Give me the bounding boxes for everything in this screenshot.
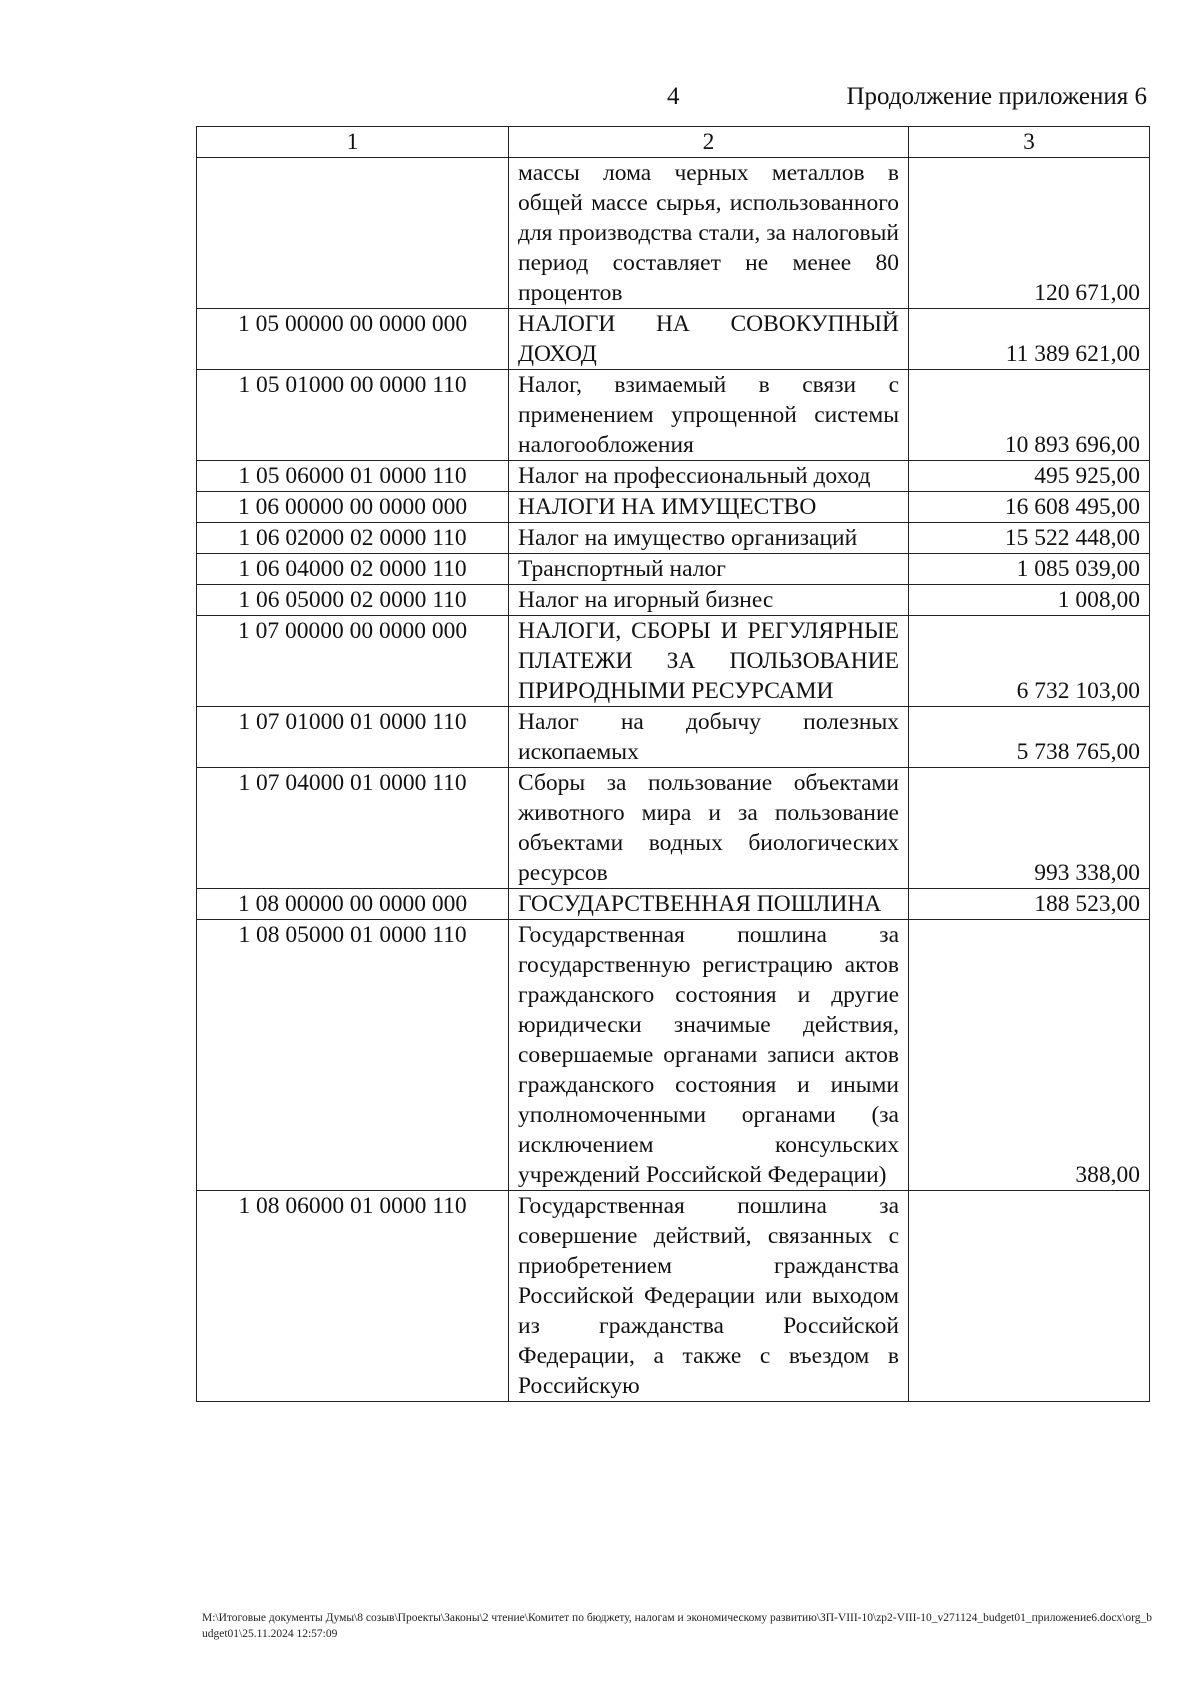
table-row <box>197 1191 1150 1402</box>
item-name: Транспортный налог <box>509 554 909 585</box>
item-name: Налог на игорный бизнес <box>509 585 909 616</box>
item-name: Сборы за пользование объектами животного мира и за пользование объектами водных биологических ресурсов <box>509 768 909 889</box>
table-row <box>197 889 1150 920</box>
item-name: ГОСУДАРСТВЕННАЯ ПОШЛИНА <box>509 889 909 920</box>
item-name: массы лома черных металлов в общей массе сырья, использованного для производства стали, за налоговый период составляет не менее 80 процентов <box>509 158 909 309</box>
column-number-1: 1 <box>197 127 509 158</box>
budget-table <box>196 126 1150 1402</box>
item-amount: 1 085 039,00 <box>909 554 1150 585</box>
column-number-row <box>197 127 1150 158</box>
column-number-3: 3 <box>909 127 1150 158</box>
item-name: Государственная пошлина за совершение действий, связанных с приобретением гражданства Российской Федерации или выходом из гражданства Российской Федерации, а также с въездом в Российскую <box>509 1191 909 1402</box>
item-name: Налог на профессиональный доход <box>509 461 909 492</box>
table-row <box>197 461 1150 492</box>
item-amount: 993 338,00 <box>909 768 1150 889</box>
table-row <box>197 707 1150 768</box>
budget-code: 1 07 00000 00 0000 000 <box>197 616 509 707</box>
budget-code: 1 06 05000 02 0000 110 <box>197 585 509 616</box>
budget-code: 1 07 01000 01 0000 110 <box>197 707 509 768</box>
item-amount: 188 523,00 <box>909 889 1150 920</box>
item-name: НАЛОГИ, СБОРЫ И РЕГУЛЯРНЫЕ ПЛАТЕЖИ ЗА ПОЛЬЗОВАНИЕ ПРИРОДНЫМИ РЕСУРСАМИ <box>509 616 909 707</box>
item-amount <box>909 1191 1150 1402</box>
item-amount: 388,00 <box>909 920 1150 1191</box>
budget-code: 1 06 04000 02 0000 110 <box>197 554 509 585</box>
budget-code: 1 06 02000 02 0000 110 <box>197 523 509 554</box>
table-row <box>197 158 1150 309</box>
item-amount: 10 893 696,00 <box>909 370 1150 461</box>
item-amount: 16 608 495,00 <box>909 492 1150 523</box>
table-row <box>197 523 1150 554</box>
item-name: Государственная пошлина за государственную регистрацию актов гражданского состояния и другие юридически значимые действия, совершаемые органами записи актов гражданского состояния и иными уполномоченными органами (за исключением консульских учреждений Российской Федерации) <box>509 920 909 1191</box>
table-row <box>197 920 1150 1191</box>
item-name: НАЛОГИ НА СОВОКУПНЫЙ ДОХОД <box>509 309 909 370</box>
item-name: Налог на добычу полезных ископаемых <box>509 707 909 768</box>
item-name: Налог, взимаемый в связи с применением упрощенной системы налогообложения <box>509 370 909 461</box>
continuation-title: Продолжение приложения 6 <box>846 83 1147 110</box>
table-row <box>197 585 1150 616</box>
item-name: Налог на имущество организаций <box>509 523 909 554</box>
table-row <box>197 370 1150 461</box>
column-number-2: 2 <box>509 127 909 158</box>
table-row <box>197 554 1150 585</box>
budget-code: 1 05 01000 00 0000 110 <box>197 370 509 461</box>
item-amount: 5 738 765,00 <box>909 707 1150 768</box>
item-amount: 11 389 621,00 <box>909 309 1150 370</box>
budget-code: 1 08 05000 01 0000 110 <box>197 920 509 1191</box>
document-path-footer: M:\Итоговые документы Думы\8 созыв\Проекты\Законы\2 чтение\Комитет по бюджету, налогам и экономическому развитию\ЗП-VIII-10\zp2-VIII-10_v271124_budget01_приложение6.docx\org_budget01\25.11.2024 12:57:09 <box>202 1612 1152 1640</box>
item-name: НАЛОГИ НА ИМУЩЕСТВО <box>509 492 909 523</box>
budget-code: 1 05 00000 00 0000 000 <box>197 309 509 370</box>
item-amount: 15 522 448,00 <box>909 523 1150 554</box>
budget-code: 1 08 00000 00 0000 000 <box>197 889 509 920</box>
table-row <box>197 768 1150 889</box>
item-amount: 120 671,00 <box>909 158 1150 309</box>
budget-code: 1 06 00000 00 0000 000 <box>197 492 509 523</box>
table-row <box>197 492 1150 523</box>
table-row <box>197 616 1150 707</box>
budget-code: 1 08 06000 01 0000 110 <box>197 1191 509 1402</box>
budget-code <box>197 158 509 309</box>
item-amount: 495 925,00 <box>909 461 1150 492</box>
table-row <box>197 309 1150 370</box>
item-amount: 6 732 103,00 <box>909 616 1150 707</box>
budget-code: 1 07 04000 01 0000 110 <box>197 768 509 889</box>
page-number: 4 <box>667 83 680 110</box>
item-amount: 1 008,00 <box>909 585 1150 616</box>
budget-code: 1 05 06000 01 0000 110 <box>197 461 509 492</box>
